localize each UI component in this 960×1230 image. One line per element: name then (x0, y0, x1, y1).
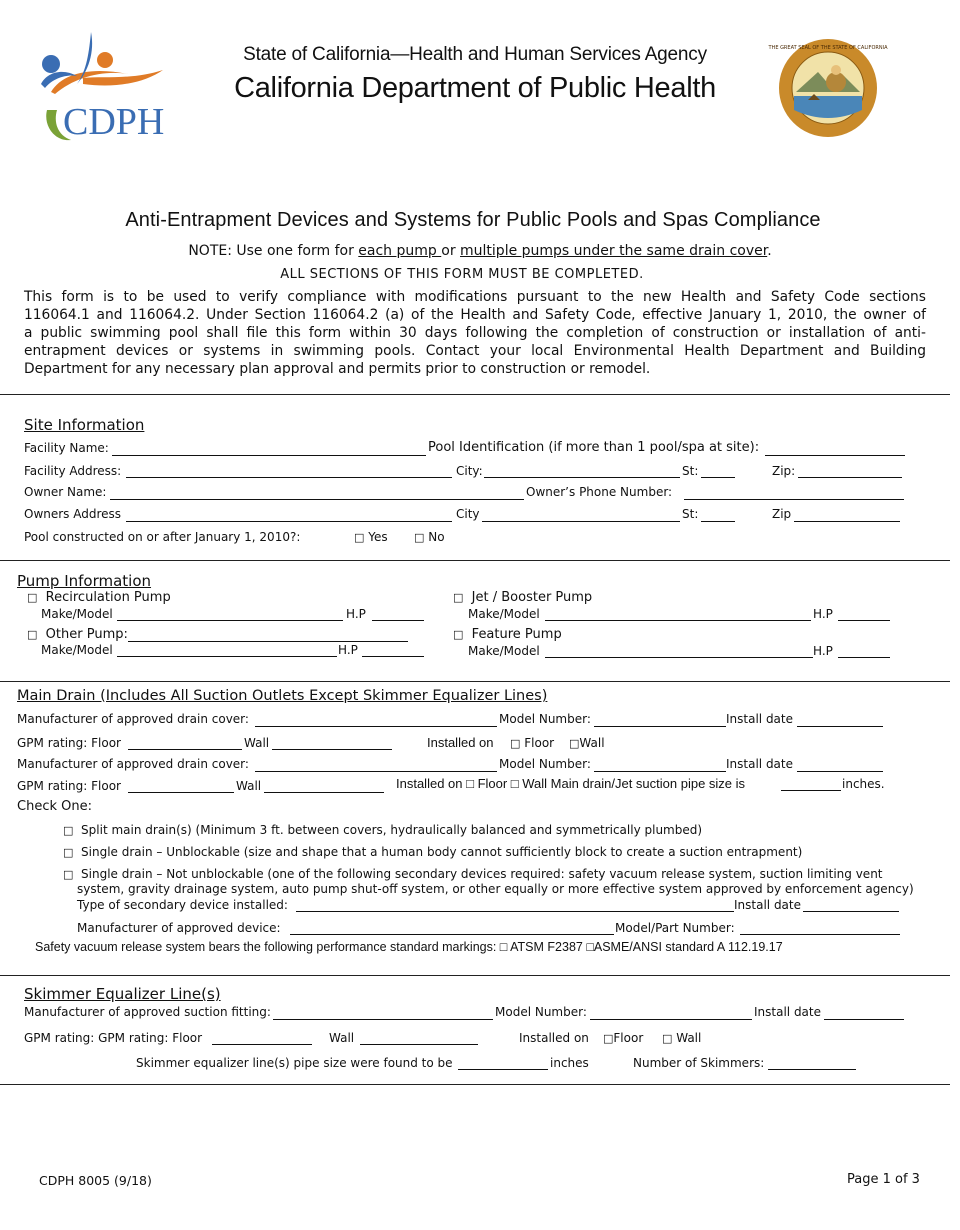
svrs-markings: Safety vacuum release system bears the following performance standard markings: □ ATSM F2387 □ASME/ANSI standard A 112.19.17 (35, 940, 783, 954)
jet-hp-input[interactable] (838, 620, 890, 621)
unblockable-option[interactable]: □ Single drain – Unblockable (size and shape that a human body cannot sufficiently block to create a suction entrapment) (63, 845, 803, 859)
other-make-label: Make/Model (41, 643, 113, 657)
note-multiple-pumps: multiple pumps under the same drain cover (460, 243, 768, 259)
skimmer-install-input[interactable] (824, 1019, 904, 1020)
secondary-device-label: Type of secondary device installed: (77, 898, 288, 912)
skimmer-wall-opt-label: Wall (676, 1031, 702, 1045)
model-number-input-2[interactable] (594, 771, 726, 772)
split-drain-option[interactable]: □ Split main drain(s) (Minimum 3 ft. between covers, hydraulically balanced and symmetrically plumbed) (63, 823, 703, 837)
city-label: City: (456, 464, 483, 478)
floor-label: Floor (524, 736, 555, 750)
install-date-input-2[interactable] (797, 771, 883, 772)
section-divider (0, 975, 950, 976)
section-divider (0, 394, 950, 395)
department-name: California Department of Public Health (234, 72, 716, 104)
skimmer-model-input[interactable] (590, 1019, 752, 1020)
all-sections-notice: ALL SECTIONS OF THIS FORM MUST BE COMPLETED. (280, 267, 644, 282)
skimmer-wall-input[interactable] (360, 1044, 478, 1045)
check-one-label: Check One: (17, 799, 92, 814)
city-input[interactable] (484, 477, 680, 478)
gpm-floor-input-2[interactable] (128, 792, 234, 793)
device-mfr-input[interactable] (290, 934, 614, 935)
jet-hp-label: H.P (813, 607, 833, 621)
drain-cover-input-2[interactable] (255, 771, 497, 772)
model-part-input[interactable] (740, 934, 900, 935)
skimmer-pipe-label: Skimmer equalizer line(s) pipe size were found to be (136, 1056, 453, 1070)
model-number-label: Model Number: (499, 712, 591, 726)
skimmer-pipe-input[interactable] (458, 1069, 548, 1070)
model-number-input[interactable] (594, 726, 726, 727)
zip2-input[interactable] (794, 521, 900, 522)
skimmer-inches-label: inches (550, 1056, 589, 1070)
facility-address-input[interactable] (126, 477, 452, 478)
state-label: St: (682, 464, 699, 478)
skimmer-model-label: Model Number: (495, 1005, 587, 1019)
other-hp-input[interactable] (362, 656, 424, 657)
intro-paragraph (24, 288, 926, 378)
install-date-label-2: Install date (726, 757, 793, 771)
state2-label: St: (682, 507, 699, 521)
zip2-label: Zip (772, 507, 792, 521)
not-unblockable-option[interactable]: □ Single drain – Not unblockable (one of the following secondary devices required: safety vacuum release system, suction limiting vent (63, 867, 883, 881)
skimmer-gpm-floor-input[interactable] (212, 1044, 312, 1045)
other-pump-checkbox[interactable]: □ Other Pump: (27, 627, 128, 642)
pool-constructed-label: Pool constructed on or after January 1, 2010?: (24, 530, 301, 544)
zip-input[interactable] (798, 477, 902, 478)
feature-hp-input[interactable] (838, 657, 890, 658)
jet-pump-checkbox[interactable]: □ Jet / Booster Pump (453, 590, 593, 605)
gpm-floor-input[interactable] (128, 749, 242, 750)
drain-cover-input[interactable] (255, 726, 497, 727)
model-number-label-2: Model Number: (499, 757, 591, 771)
other-pump-label: Other Pump: (45, 627, 128, 642)
pipe-size-input[interactable] (781, 790, 841, 791)
other-make-input[interactable] (117, 656, 337, 657)
intro-line: 116064.1 and 116064.2. Under Section 116064.2 (a) of the Health and Safety Code, effective January 1, 2010, the owner of (24, 307, 926, 323)
pool-id-input[interactable] (765, 455, 905, 456)
city2-label: City (456, 507, 480, 521)
state-input[interactable] (701, 477, 735, 478)
note-each-pump: each pump (358, 243, 442, 259)
drain-cover-label: Manufacturer of approved drain cover: (17, 712, 249, 726)
install-date-label: Install date (726, 712, 793, 726)
skimmer-installed-on-label: Installed on (519, 1031, 589, 1045)
recirc-pump-label: Recirculation Pump (45, 590, 171, 605)
intro-line: a public swimming pool shall file this form within 30 days following the completion of construction or installation of anti- (24, 325, 926, 341)
owner-phone-input[interactable] (684, 499, 904, 500)
feature-hp-label: H.P (813, 644, 833, 658)
drain-cover-label-2: Manufacturer of approved drain cover: (17, 757, 249, 771)
gpm-floor-label: GPM rating: Floor (17, 736, 121, 750)
suction-fitting-input[interactable] (273, 1019, 493, 1020)
floor-checkbox[interactable]: □ Floor (510, 736, 555, 750)
facility-name-label: Facility Name: (24, 441, 109, 455)
inches-label: inches. (842, 777, 885, 791)
section-divider (0, 1084, 950, 1085)
installed-on-label: Installed on (427, 735, 494, 750)
yes-checkbox[interactable]: □ Yes (354, 530, 388, 544)
model-part-label: Model/Part Number: (615, 921, 735, 935)
site-heading: Site Information (24, 416, 145, 434)
zip-label: Zip: (772, 464, 796, 478)
california-seal (768, 38, 888, 138)
jet-pump-label: Jet / Booster Pump (471, 590, 593, 605)
suction-fitting-label: Manufacturer of approved suction fitting: (24, 1005, 271, 1019)
skimmer-gpm-label: GPM rating: GPM rating: Floor (24, 1031, 203, 1045)
num-skimmers-input[interactable] (768, 1069, 856, 1070)
wall-checkbox[interactable]: □Wall (569, 736, 605, 750)
feature-make-label: Make/Model (468, 644, 540, 658)
facility-name-input[interactable] (112, 455, 426, 456)
recirc-make-input[interactable] (117, 620, 343, 621)
secondary-device-input[interactable] (296, 911, 734, 912)
no-label: No (428, 530, 445, 544)
split-drain-label: Split main drain(s) (Minimum 3 ft. between covers, hydraulically balanced and symmetrically plumbed) (81, 823, 703, 837)
not-unblockable-label-1: Single drain – Not unblockable (one of the following secondary devices required: safety vacuum release system, suction limiting vent (81, 867, 883, 881)
pool-id-label: Pool Identification (if more than 1 pool/spa at site): (428, 440, 760, 455)
installed-on-pipe-size: Installed on □ Floor □ Wall Main drain/Jet suction pipe size is (396, 776, 746, 791)
gpm-wall-label: Wall (244, 736, 270, 750)
feature-pump-checkbox[interactable]: □ Feature Pump (453, 627, 562, 642)
device-mfr-label: Manufacturer of approved device: (77, 921, 281, 935)
owners-address-label: Owners Address (24, 507, 122, 521)
recirc-make-label: Make/Model (41, 607, 113, 621)
skimmer-floor-checkbox[interactable]: □Floor (603, 1031, 644, 1045)
note-mid: or (441, 243, 461, 259)
wall-label: Wall (579, 736, 605, 750)
owner-name-label: Owner Name: (24, 485, 107, 499)
gpm-wall-input-2[interactable] (264, 792, 384, 793)
install-date-input-3[interactable] (803, 911, 899, 912)
install-date-input[interactable] (797, 726, 883, 727)
skimmer-install-label: Install date (754, 1005, 821, 1019)
form-id: CDPH 8005 (9/18) (39, 1173, 152, 1188)
gpm-floor-label-2: GPM rating: Floor (17, 779, 121, 793)
owners-address-input[interactable] (126, 521, 452, 522)
agency-name: State of California—Health and Human Services Agency (243, 44, 707, 65)
section-divider (0, 560, 950, 561)
yes-label: Yes (368, 530, 388, 544)
skimmer-wall-label: Wall (329, 1031, 355, 1045)
intro-line: Department for any necessary plan approval and permits prior to construction or remodel. (24, 361, 651, 377)
gpm-wall-input[interactable] (272, 749, 392, 750)
section-divider (0, 681, 950, 682)
recirc-hp-input[interactable] (372, 620, 424, 621)
feature-pump-label: Feature Pump (471, 627, 562, 642)
jet-make-input[interactable] (545, 620, 811, 621)
other-hp-label: H.P (338, 643, 358, 657)
feature-make-input[interactable] (545, 657, 813, 658)
skimmer-floor-label: Floor (613, 1031, 644, 1045)
page-number: Page 1 of 3 (847, 1172, 920, 1187)
skimmer-heading: Skimmer Equalizer Line(s) (24, 985, 221, 1003)
intro-line: entrapment devices or systems in swimming pools. Contact your local Environmental Health Department and Building (24, 343, 926, 359)
note-line (0, 243, 960, 259)
note-suffix: . (767, 243, 772, 259)
facility-address-label: Facility Address: (24, 464, 122, 478)
gpm-wall-label-2: Wall (236, 779, 262, 793)
other-pump-input[interactable] (128, 641, 408, 642)
seal-ring-text: THE GREAT SEAL OF THE STATE OF CALIFORNIA (768, 45, 888, 51)
install-date-label-3: Install date (734, 898, 801, 912)
jet-make-label: Make/Model (468, 607, 540, 621)
owner-name-input[interactable] (110, 499, 524, 500)
intro-line: This form is to be used to verify compliance with modifications pursuant to the new Health and Safety Code sections (24, 289, 926, 305)
no-checkbox[interactable]: □ No (414, 530, 445, 544)
note-prefix: NOTE: Use one form for (188, 243, 359, 259)
form-title: Anti-Entrapment Devices and Systems for Public Pools and Spas Compliance (125, 209, 821, 231)
not-unblockable-label-2: system, gravity drainage system, auto pump shut-off system, or other equally or more effective system approved by enforcement agency) (77, 882, 914, 896)
cdph-logo-text: CDPH (63, 101, 165, 143)
main-drain-heading: Main Drain (Includes All Suction Outlets Except Skimmer Equalizer Lines) (17, 688, 548, 704)
unblockable-label: Single drain – Unblockable (size and shape that a human body cannot sufficiently block to create a suction entrapment) (81, 845, 803, 859)
skimmer-wall-checkbox[interactable]: □ Wall (662, 1031, 702, 1045)
num-skimmers-label: Number of Skimmers: (633, 1056, 765, 1070)
owner-phone-label: Owner’s Phone Number: (526, 485, 673, 499)
city2-input[interactable] (482, 521, 680, 522)
state2-input[interactable] (701, 521, 735, 522)
recirc-hp-label: H.P (346, 607, 366, 621)
recirc-pump-checkbox[interactable]: □ Recirculation Pump (27, 590, 171, 605)
pump-heading: Pump Information (17, 572, 152, 590)
